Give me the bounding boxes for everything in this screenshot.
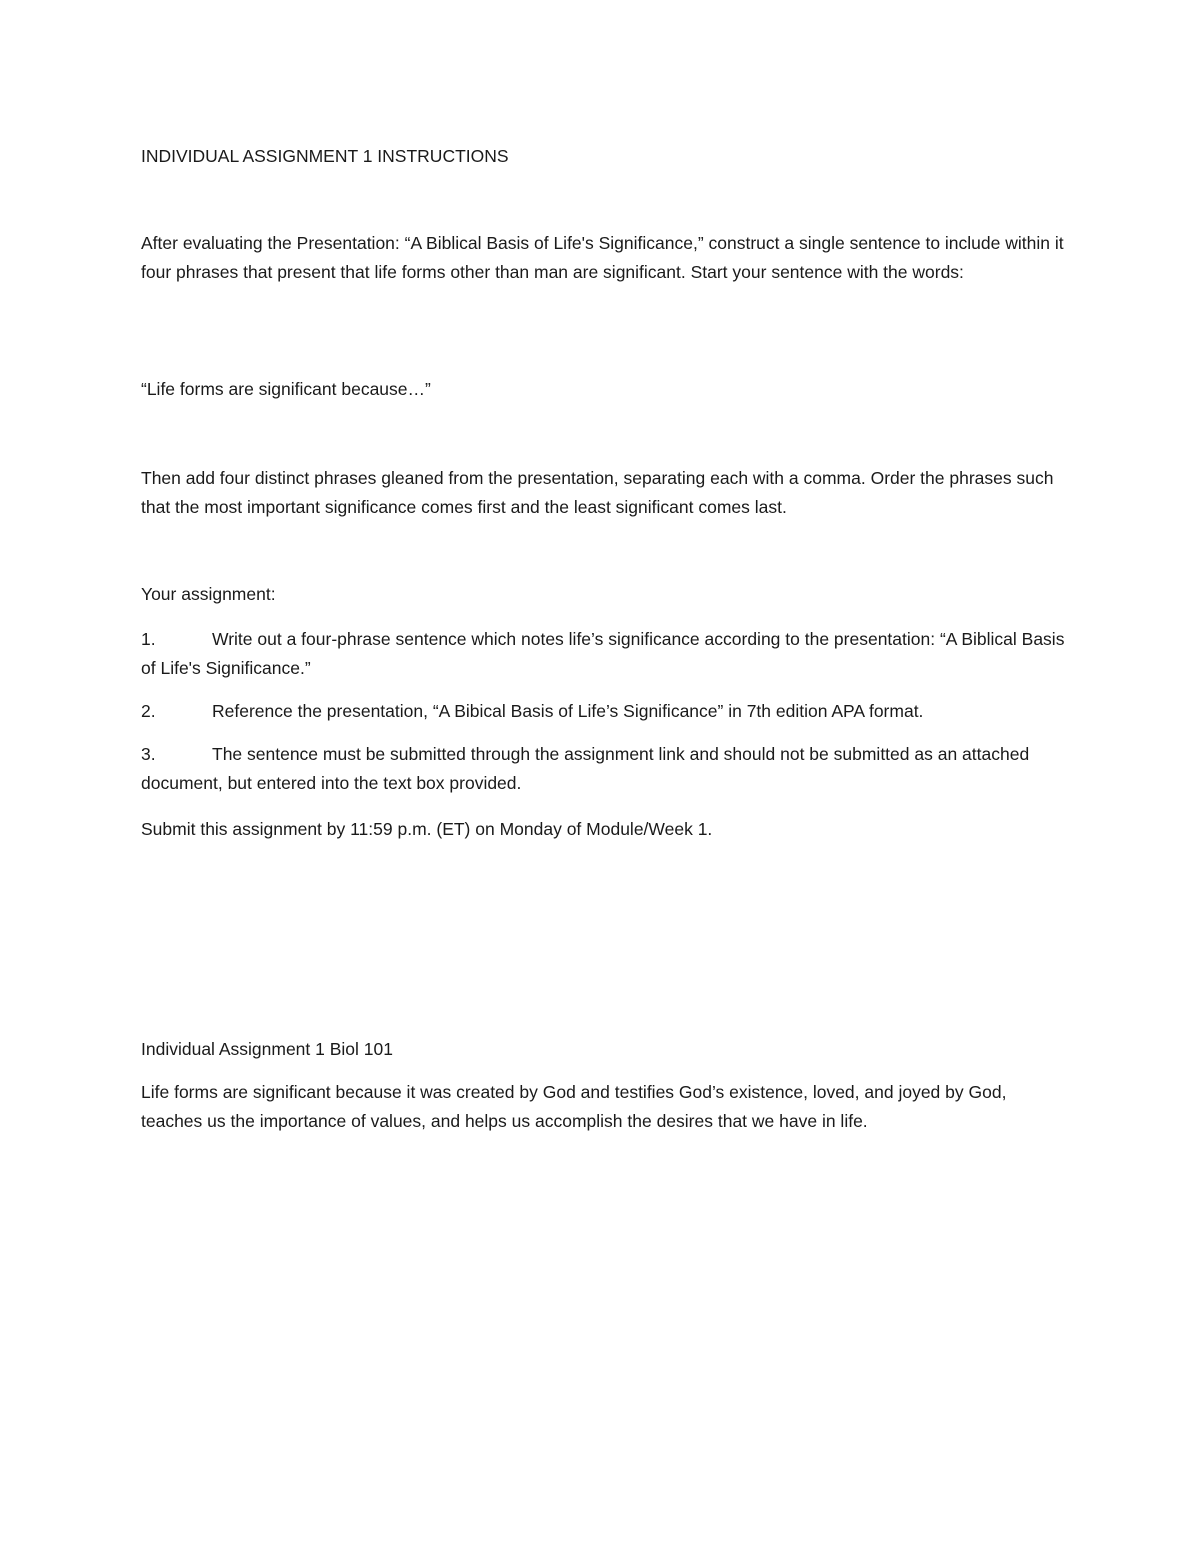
instructions-paragraph: Then add four distinct phrases gleaned from the presentation, separating each with a comma. Order the phrases such that the most important significance comes first and the least significant comes last. (141, 468, 1054, 517)
intro-paragraph: After evaluating the Presentation: “A Biblical Basis of Life's Significance,” construct a single sentence to include within it four phrases that present that life forms other than man are significant. Start your sentence with the words: (141, 233, 1064, 282)
list-item (141, 697, 1071, 726)
list-item-text: Reference the presentation, “A Bibical Basis of Life’s Significance” in 7th edition APA format. (212, 701, 924, 721)
answer-paragraph: Life forms are significant because it was created by God and testifies God’s existence, loved, and joyed by God, teaches us the importance of values, and helps us accomplish the desires that we have in life. (141, 1082, 1007, 1131)
deadline-text: Submit this assignment by 11:59 p.m. (ET) on Monday of Module/Week 1. (141, 819, 713, 839)
list-item (141, 625, 1071, 683)
list-item-text: The sentence must be submitted through the assignment link and should not be submitted as an attached document, but entered into the text box provided. (141, 744, 1030, 793)
assignment-heading: Your assignment: (141, 584, 276, 604)
document-title: INDIVIDUAL ASSIGNMENT 1 INSTRUCTIONS (141, 146, 509, 166)
answer-heading: Individual Assignment 1 Biol 101 (141, 1039, 393, 1059)
list-item-text: Write out a four-phrase sentence which notes life’s significance according to the presentation: “A Biblical Basis of Life's Significance.” (141, 629, 1065, 678)
sentence-starter-quote: “Life forms are significant because…” (141, 379, 431, 399)
list-item-number: 3. (141, 744, 156, 764)
list-item-number: 2. (141, 701, 156, 721)
list-item-number: 1. (141, 629, 156, 649)
list-item (141, 740, 1071, 798)
